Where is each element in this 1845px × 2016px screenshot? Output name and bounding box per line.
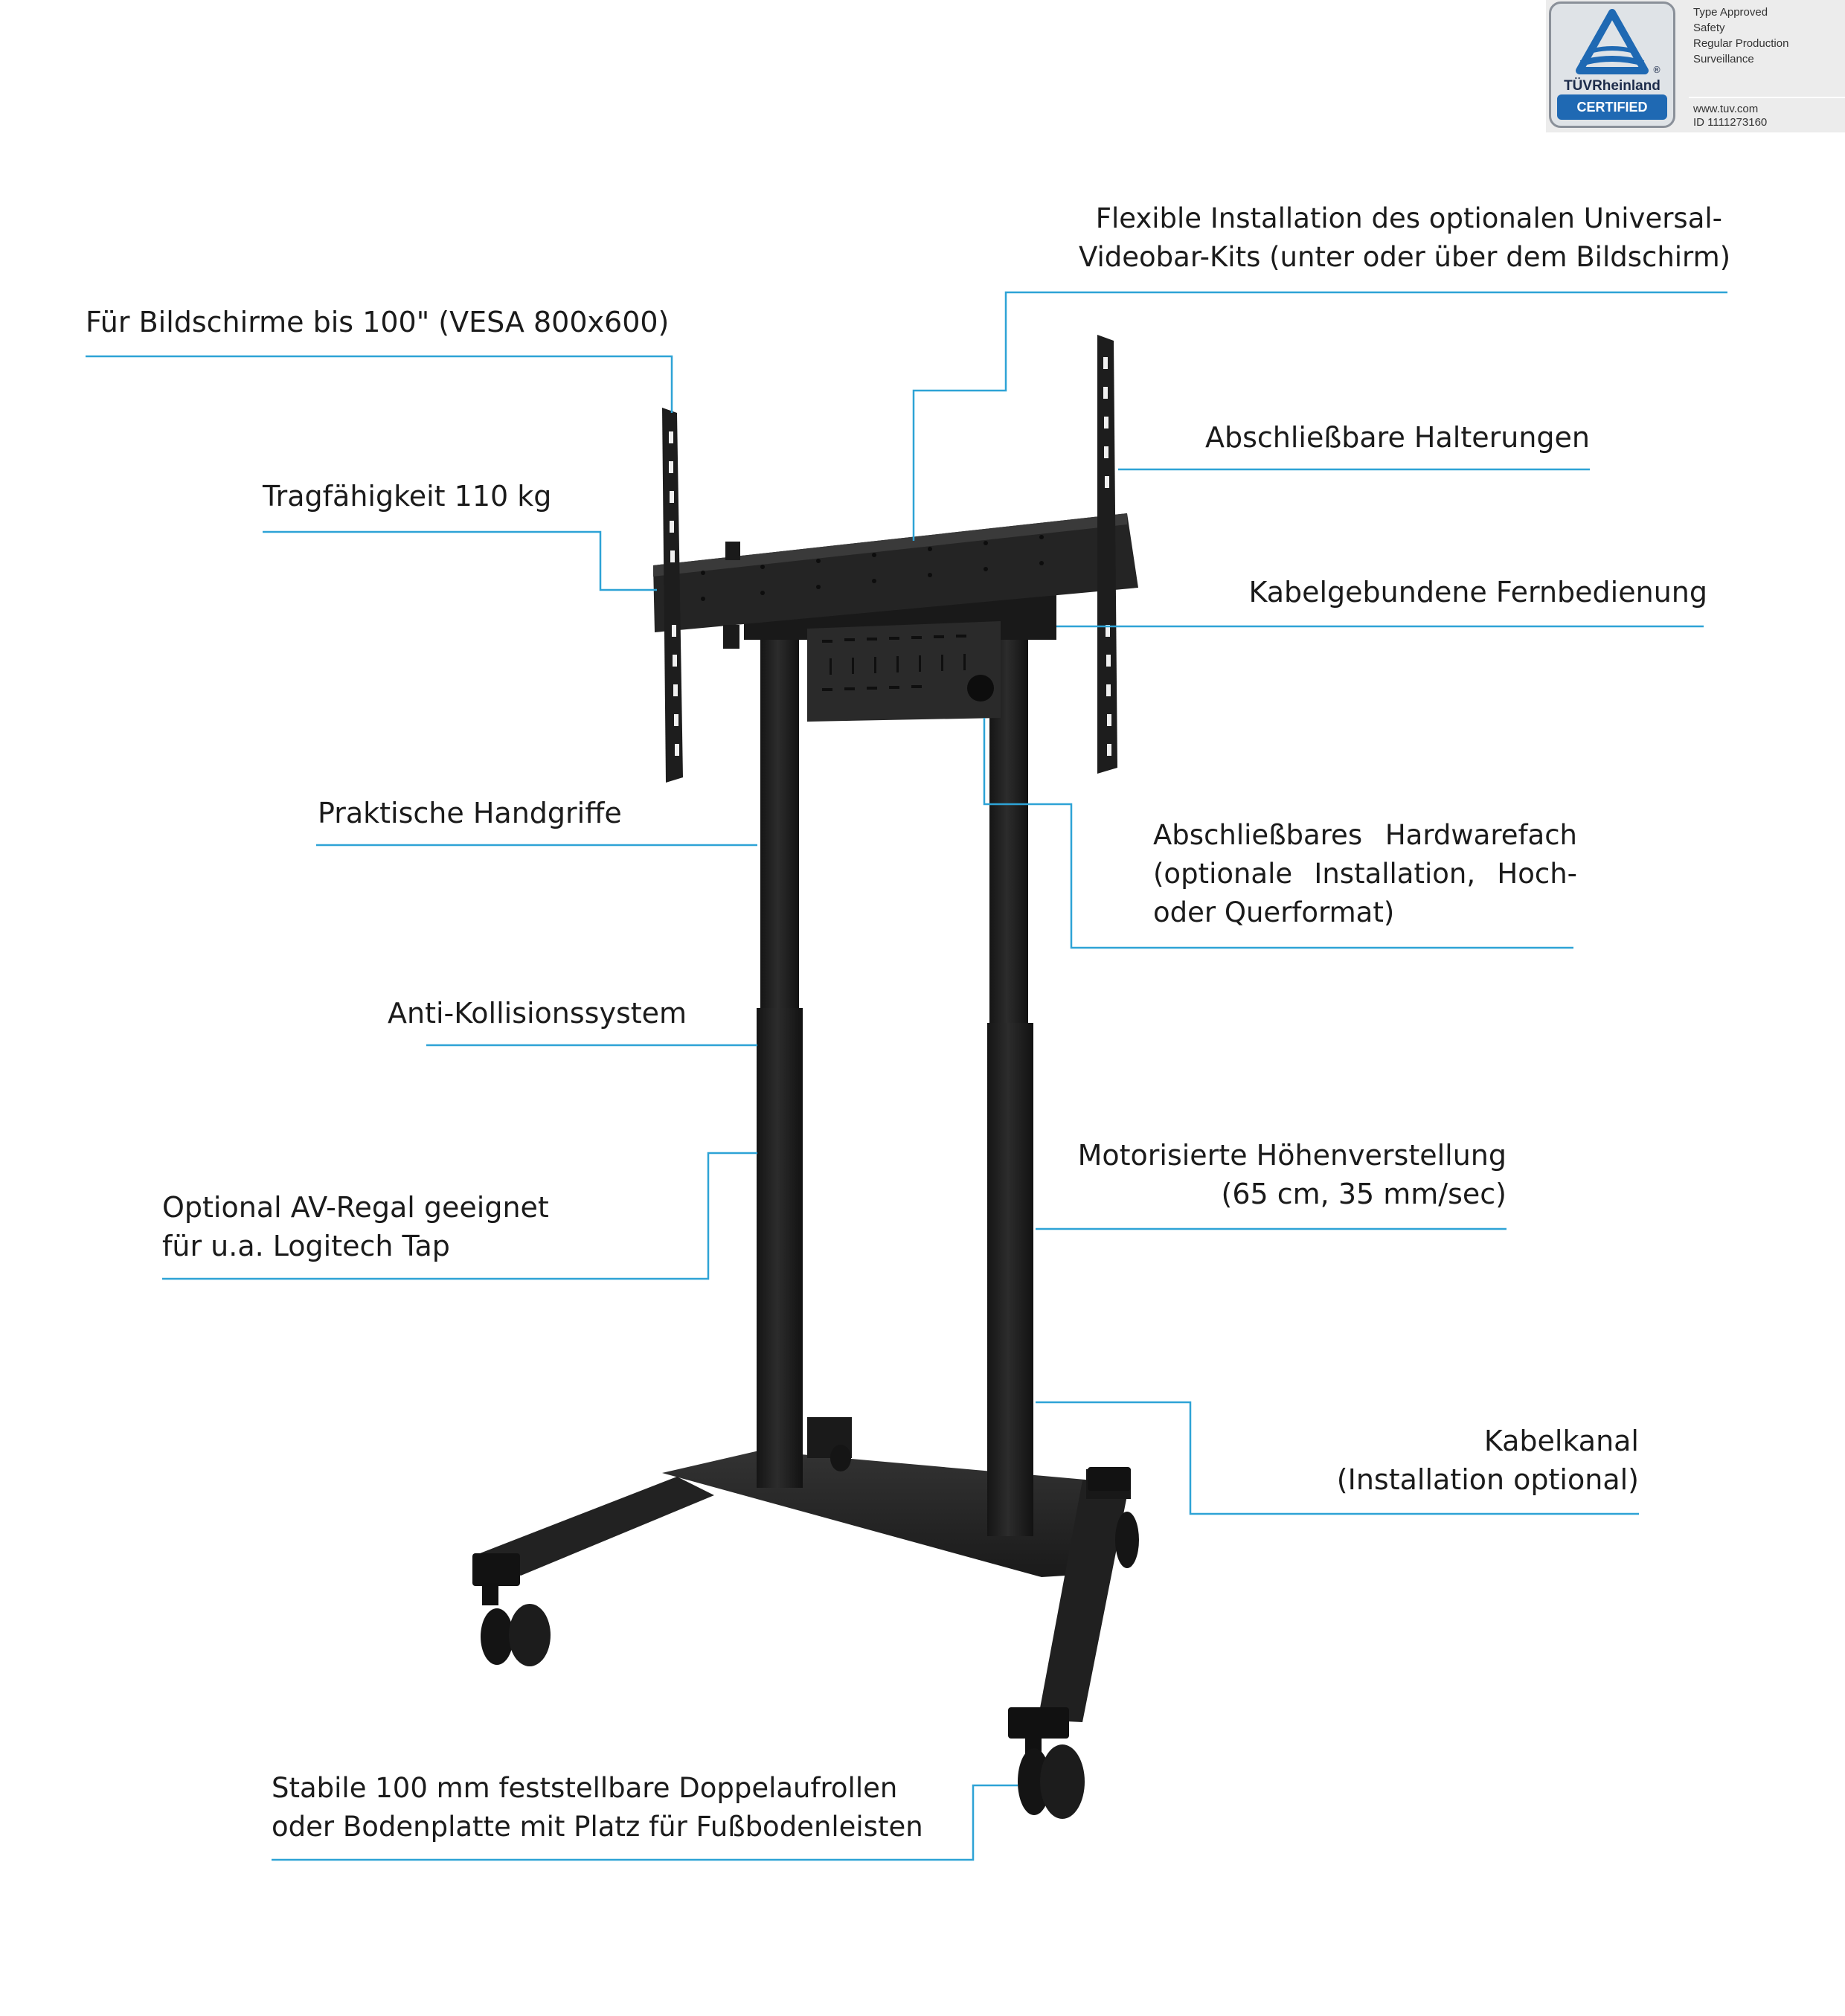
- callout-hardware-box-line-1: Abschließbares Hardwarefach: [1153, 819, 1577, 851]
- tuv-certified-label: CERTIFIED: [1557, 94, 1667, 120]
- callout-lockable-mounts: [1161, 418, 1590, 457]
- leader-videobar: [914, 292, 1727, 541]
- callout-handles: [318, 794, 622, 832]
- mount-rail-right: [1097, 335, 1117, 774]
- callout-height-adjust-line-2: (65 cm, 35 mm/sec): [1221, 1178, 1507, 1210]
- callout-videobar-line-2: Videobar-Kits (unter oder über dem Bildschirm): [1079, 241, 1731, 273]
- tv-stand: [472, 335, 1139, 1819]
- callout-height-adjust-line-1: Motorisierte Höhenverstellung: [1077, 1139, 1507, 1172]
- tuv-brand: TÜVRheinland: [1564, 78, 1660, 94]
- callout-av-shelf-line-2: für u.a. Logitech Tap: [162, 1230, 450, 1262]
- tuv-registered-mark: ®: [1652, 65, 1661, 75]
- column-left-lower: [757, 1008, 803, 1488]
- callout-remote: [1205, 573, 1707, 611]
- callout-cable-channel-line-1: Kabelkanal: [1483, 1425, 1639, 1457]
- callout-screens: [86, 303, 669, 341]
- leader-screens: [86, 356, 672, 413]
- callout-videobar-line-1: Flexible Installation des optionalen Universal-: [1095, 202, 1722, 234]
- callout-casters-line-2: oder Bodenplatte mit Platz für Fußbodenleisten: [272, 1811, 923, 1843]
- tuv-footer: [1693, 103, 1767, 129]
- tuv-logo: [1549, 1, 1675, 128]
- callout-hardware-box-line-3: oder Querformat): [1153, 896, 1395, 928]
- caster-rear-left: [830, 1445, 851, 1471]
- tuv-website: www.tuv.com: [1693, 103, 1759, 115]
- callout-cable-channel-line-2: (Installation optional): [1336, 1463, 1639, 1496]
- hardware-box: [807, 621, 1001, 722]
- tuv-line: Surveillance: [1693, 53, 1754, 65]
- callout-screens-line-1: Für Bildschirme bis 100" (VESA 800x600): [86, 306, 670, 338]
- tuv-line: Type Approved: [1693, 6, 1768, 19]
- tuv-line: Regular Production: [1693, 37, 1789, 50]
- tuv-certification-badge: [1546, 0, 1845, 132]
- leader-capacity: [263, 532, 657, 590]
- callout-cable-channel: [1220, 1422, 1639, 1499]
- tuv-line: Safety: [1693, 22, 1725, 34]
- caster-front-left: [481, 1583, 551, 1666]
- callout-remote-line-1: Kabelgebundene Fernbedienung: [1248, 576, 1707, 609]
- base-plate: [662, 1451, 1116, 1577]
- column-left-upper: [760, 625, 799, 1012]
- callout-handles-line-1: Praktische Handgriffe: [318, 797, 622, 829]
- callout-height-adjust: [1042, 1136, 1507, 1213]
- callout-av-shelf-line-1: Optional AV-Regal geeignet: [162, 1191, 549, 1224]
- column-right-lower: [987, 1023, 1033, 1536]
- callout-capacity-line-1: Tragfähigkeit 110 kg: [263, 480, 552, 513]
- leader-lines: [86, 292, 1727, 1860]
- callout-anticollision: [388, 994, 687, 1033]
- callout-capacity: [263, 477, 551, 516]
- caster-rear-right: [1115, 1512, 1139, 1568]
- callout-casters: [272, 1769, 923, 1846]
- tuv-divider: [1689, 97, 1845, 98]
- callout-lockable-mounts-line-1: Abschließbare Halterungen: [1204, 421, 1590, 454]
- callout-hardware-box: [1153, 816, 1577, 932]
- caster-front-right: [1018, 1737, 1085, 1819]
- callout-av-shelf: [162, 1188, 549, 1265]
- tuv-id: ID 1111273160: [1693, 116, 1768, 129]
- callout-videobar: [1079, 199, 1731, 277]
- mount-rail-left: [662, 408, 683, 783]
- tuv-approval-text: [1693, 4, 1788, 67]
- callout-anticollision-line-1: Anti-Kollisionssystem: [388, 997, 687, 1030]
- callout-hardware-box-line-2: (optionale Installation, Hoch-: [1153, 858, 1577, 890]
- callout-casters-line-1: Stabile 100 mm feststellbare Doppelaufrollen: [272, 1772, 898, 1804]
